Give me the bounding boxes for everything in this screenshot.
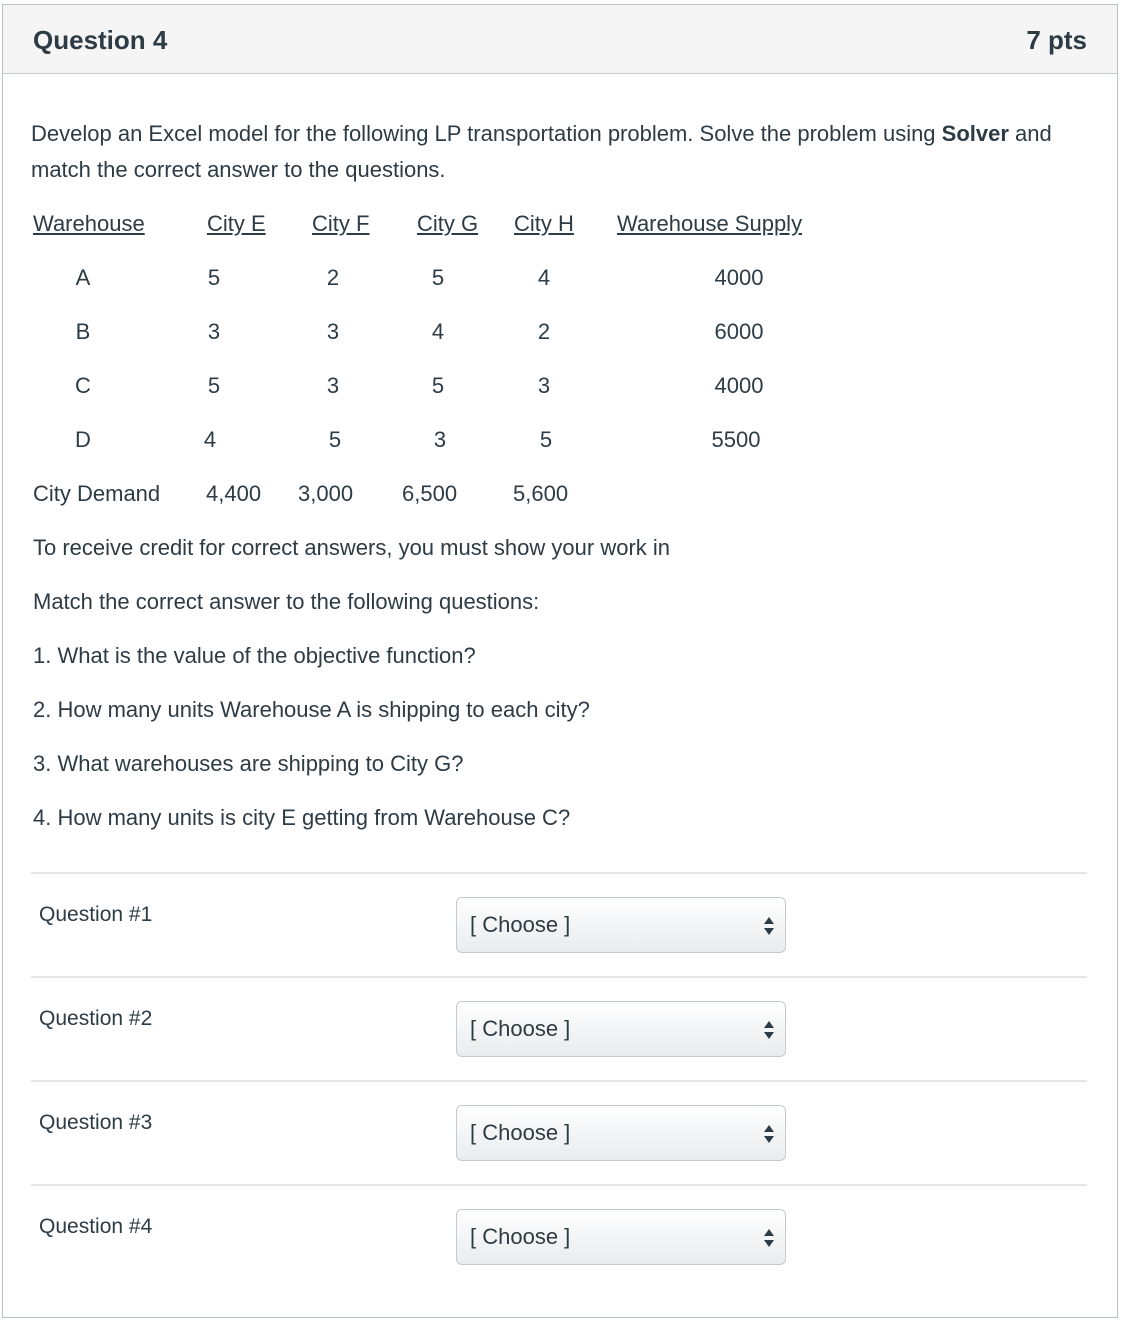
demand-city-f: 3,000 <box>298 481 354 506</box>
row-b-city-f: 3 <box>326 319 340 344</box>
header-warehouse-supply: Warehouse Supply <box>617 211 803 236</box>
row-c-supply: 4000 <box>714 373 764 398</box>
row-d-warehouse: D <box>75 427 91 452</box>
answer-select-1[interactable] <box>456 897 786 953</box>
match-label-4: Question #4 <box>39 1215 153 1238</box>
answer-select-1-value: [ Choose ] <box>470 912 571 937</box>
answer-select-3[interactable] <box>456 1105 786 1161</box>
row-d-city-h: 5 <box>539 427 553 452</box>
question-3-text: 3. What warehouses are shipping to City G? <box>33 751 464 776</box>
question-1-text: 1. What is the value of the objective function? <box>33 643 476 668</box>
credit-note: To receive credit for correct answers, you must show your work in <box>33 535 671 560</box>
row-b-city-h: 2 <box>537 319 551 344</box>
row-b-city-g: 4 <box>431 319 445 344</box>
row-c-warehouse: C <box>75 373 91 398</box>
row-c-city-h: 3 <box>537 373 551 398</box>
divider <box>31 976 1087 978</box>
question-header <box>3 5 1117 74</box>
row-a-city-h: 4 <box>537 265 551 290</box>
row-d-city-f: 5 <box>328 427 342 452</box>
question-intro <box>31 116 1091 188</box>
demand-city-e: 4,400 <box>206 481 262 506</box>
row-d-city-e: 4 <box>203 427 217 452</box>
match-instruction: Match the correct answer to the following questions: <box>33 589 540 614</box>
row-c-city-e: 5 <box>207 373 221 398</box>
select-arrows-icon <box>763 1227 775 1249</box>
demand-label: City Demand <box>33 481 161 506</box>
divider <box>31 1184 1087 1186</box>
demand-city-h: 5,600 <box>513 481 569 506</box>
row-b-city-e: 3 <box>207 319 221 344</box>
answer-select-3-value: [ Choose ] <box>470 1120 571 1145</box>
match-label-1: Question #1 <box>39 903 153 926</box>
row-d-supply: 5500 <box>711 427 761 452</box>
select-arrows-icon <box>763 1019 775 1041</box>
header-city-h: City H <box>514 211 574 236</box>
row-b-warehouse: B <box>75 319 91 344</box>
row-a-city-e: 5 <box>207 265 221 290</box>
select-arrows-icon <box>763 1123 775 1145</box>
question-4-text: 4. How many units is city E getting from Warehouse C? <box>33 805 571 830</box>
header-city-f: City F <box>312 211 370 236</box>
row-a-city-f: 2 <box>326 265 340 290</box>
question-2-text: 2. How many units Warehouse A is shipping to each city? <box>33 697 590 722</box>
header-city-g: City G <box>417 211 479 236</box>
row-c-city-f: 3 <box>326 373 340 398</box>
row-a-city-g: 5 <box>431 265 445 290</box>
row-a-supply: 4000 <box>714 265 764 290</box>
divider <box>31 1080 1087 1082</box>
row-d-city-g: 3 <box>433 427 447 452</box>
select-arrows-icon <box>763 915 775 937</box>
row-b-supply: 6000 <box>714 319 764 344</box>
header-warehouse: Warehouse <box>33 211 145 236</box>
question-title: Question 4 <box>33 25 168 55</box>
divider <box>31 872 1087 874</box>
answer-select-2[interactable] <box>456 1001 786 1057</box>
match-label-3: Question #3 <box>39 1111 153 1134</box>
header-city-e: City E <box>207 211 266 236</box>
answer-select-4[interactable] <box>456 1209 786 1265</box>
row-c-city-g: 5 <box>431 373 445 398</box>
answer-select-4-value: [ Choose ] <box>470 1224 571 1249</box>
question-points: 7 pts <box>1026 25 1087 55</box>
row-a-warehouse: A <box>75 265 91 290</box>
match-label-2: Question #2 <box>39 1007 153 1030</box>
intro-bold-solver: Solver <box>941 121 1009 146</box>
intro-text-2: and match the correct answer to the questions. <box>31 121 1052 182</box>
demand-city-g: 6,500 <box>402 481 458 506</box>
intro-text-1: Develop an Excel model for the following LP transportation problem. Solve the problem using <box>31 121 942 146</box>
answer-select-2-value: [ Choose ] <box>470 1016 571 1041</box>
